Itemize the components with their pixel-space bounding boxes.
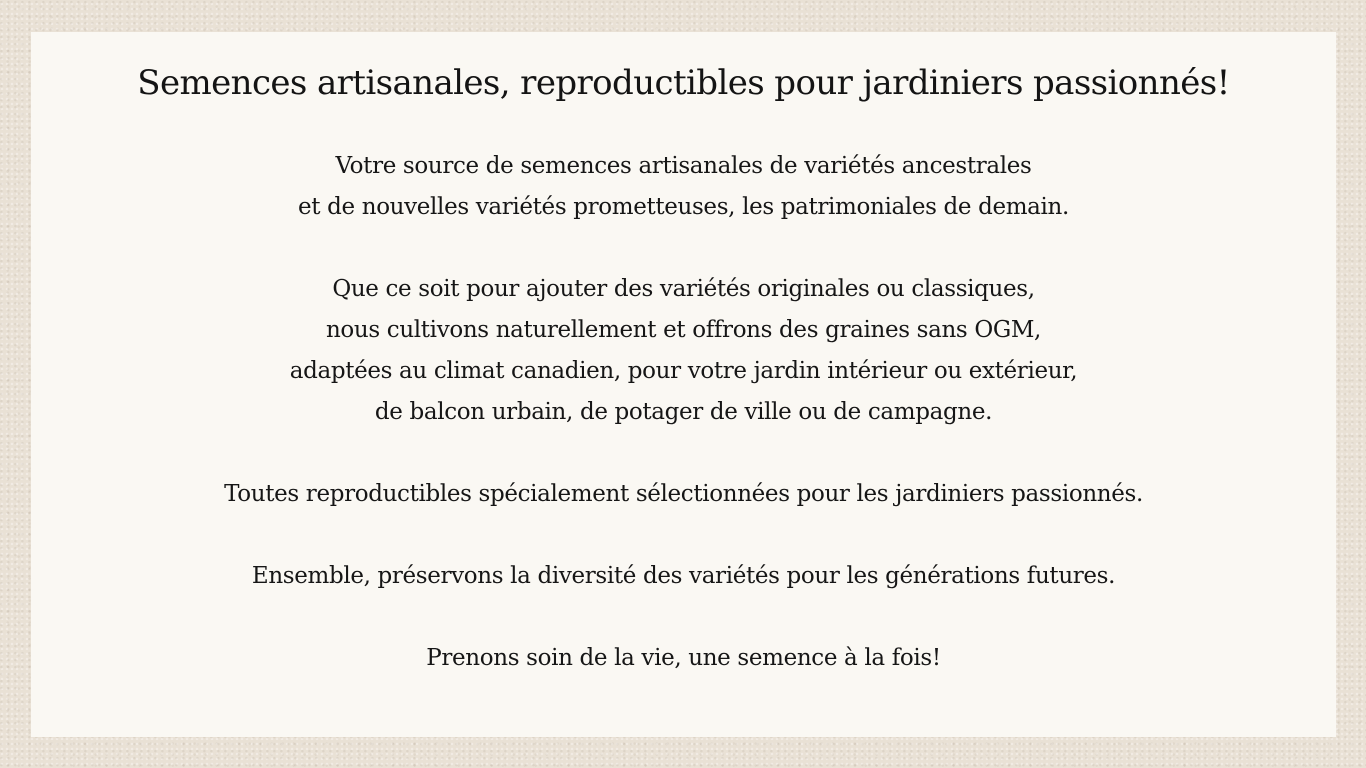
text-line: nous cultivons naturellement et offrons des graines sans OGM, [325, 317, 1042, 343]
paragraph-cultivation [31, 269, 1336, 433]
content-panel [31, 32, 1336, 737]
description-body [31, 146, 1336, 679]
paragraph-reproducible [31, 474, 1336, 515]
text-line: Ensemble, préservons la diversité des variétés pour les générations futures. [251, 563, 1116, 589]
text-line: de balcon urbain, de potager de ville ou de campagne. [374, 399, 993, 425]
text-line: Prenons soin de la vie, une semence à la fois! [426, 645, 941, 671]
text-line: Votre source de semences artisanales de variétés ancestrales [335, 153, 1032, 179]
text-line: Que ce soit pour ajouter des variétés originales ou classiques, [332, 276, 1035, 302]
text-line: Toutes reproductibles spécialement sélectionnées pour les jardiniers passionnés. [224, 481, 1143, 507]
text-line: et de nouvelles variétés prometteuses, les patrimoniales de demain. [298, 194, 1069, 220]
paragraph-diversity [31, 556, 1336, 597]
page-title: Semences artisanales, reproductibles pour jardiniers passionnés! [137, 63, 1230, 103]
paragraph-closing [31, 638, 1336, 679]
text-line: adaptées au climat canadien, pour votre jardin intérieur ou extérieur, [289, 358, 1078, 384]
paragraph-intro [31, 146, 1336, 228]
